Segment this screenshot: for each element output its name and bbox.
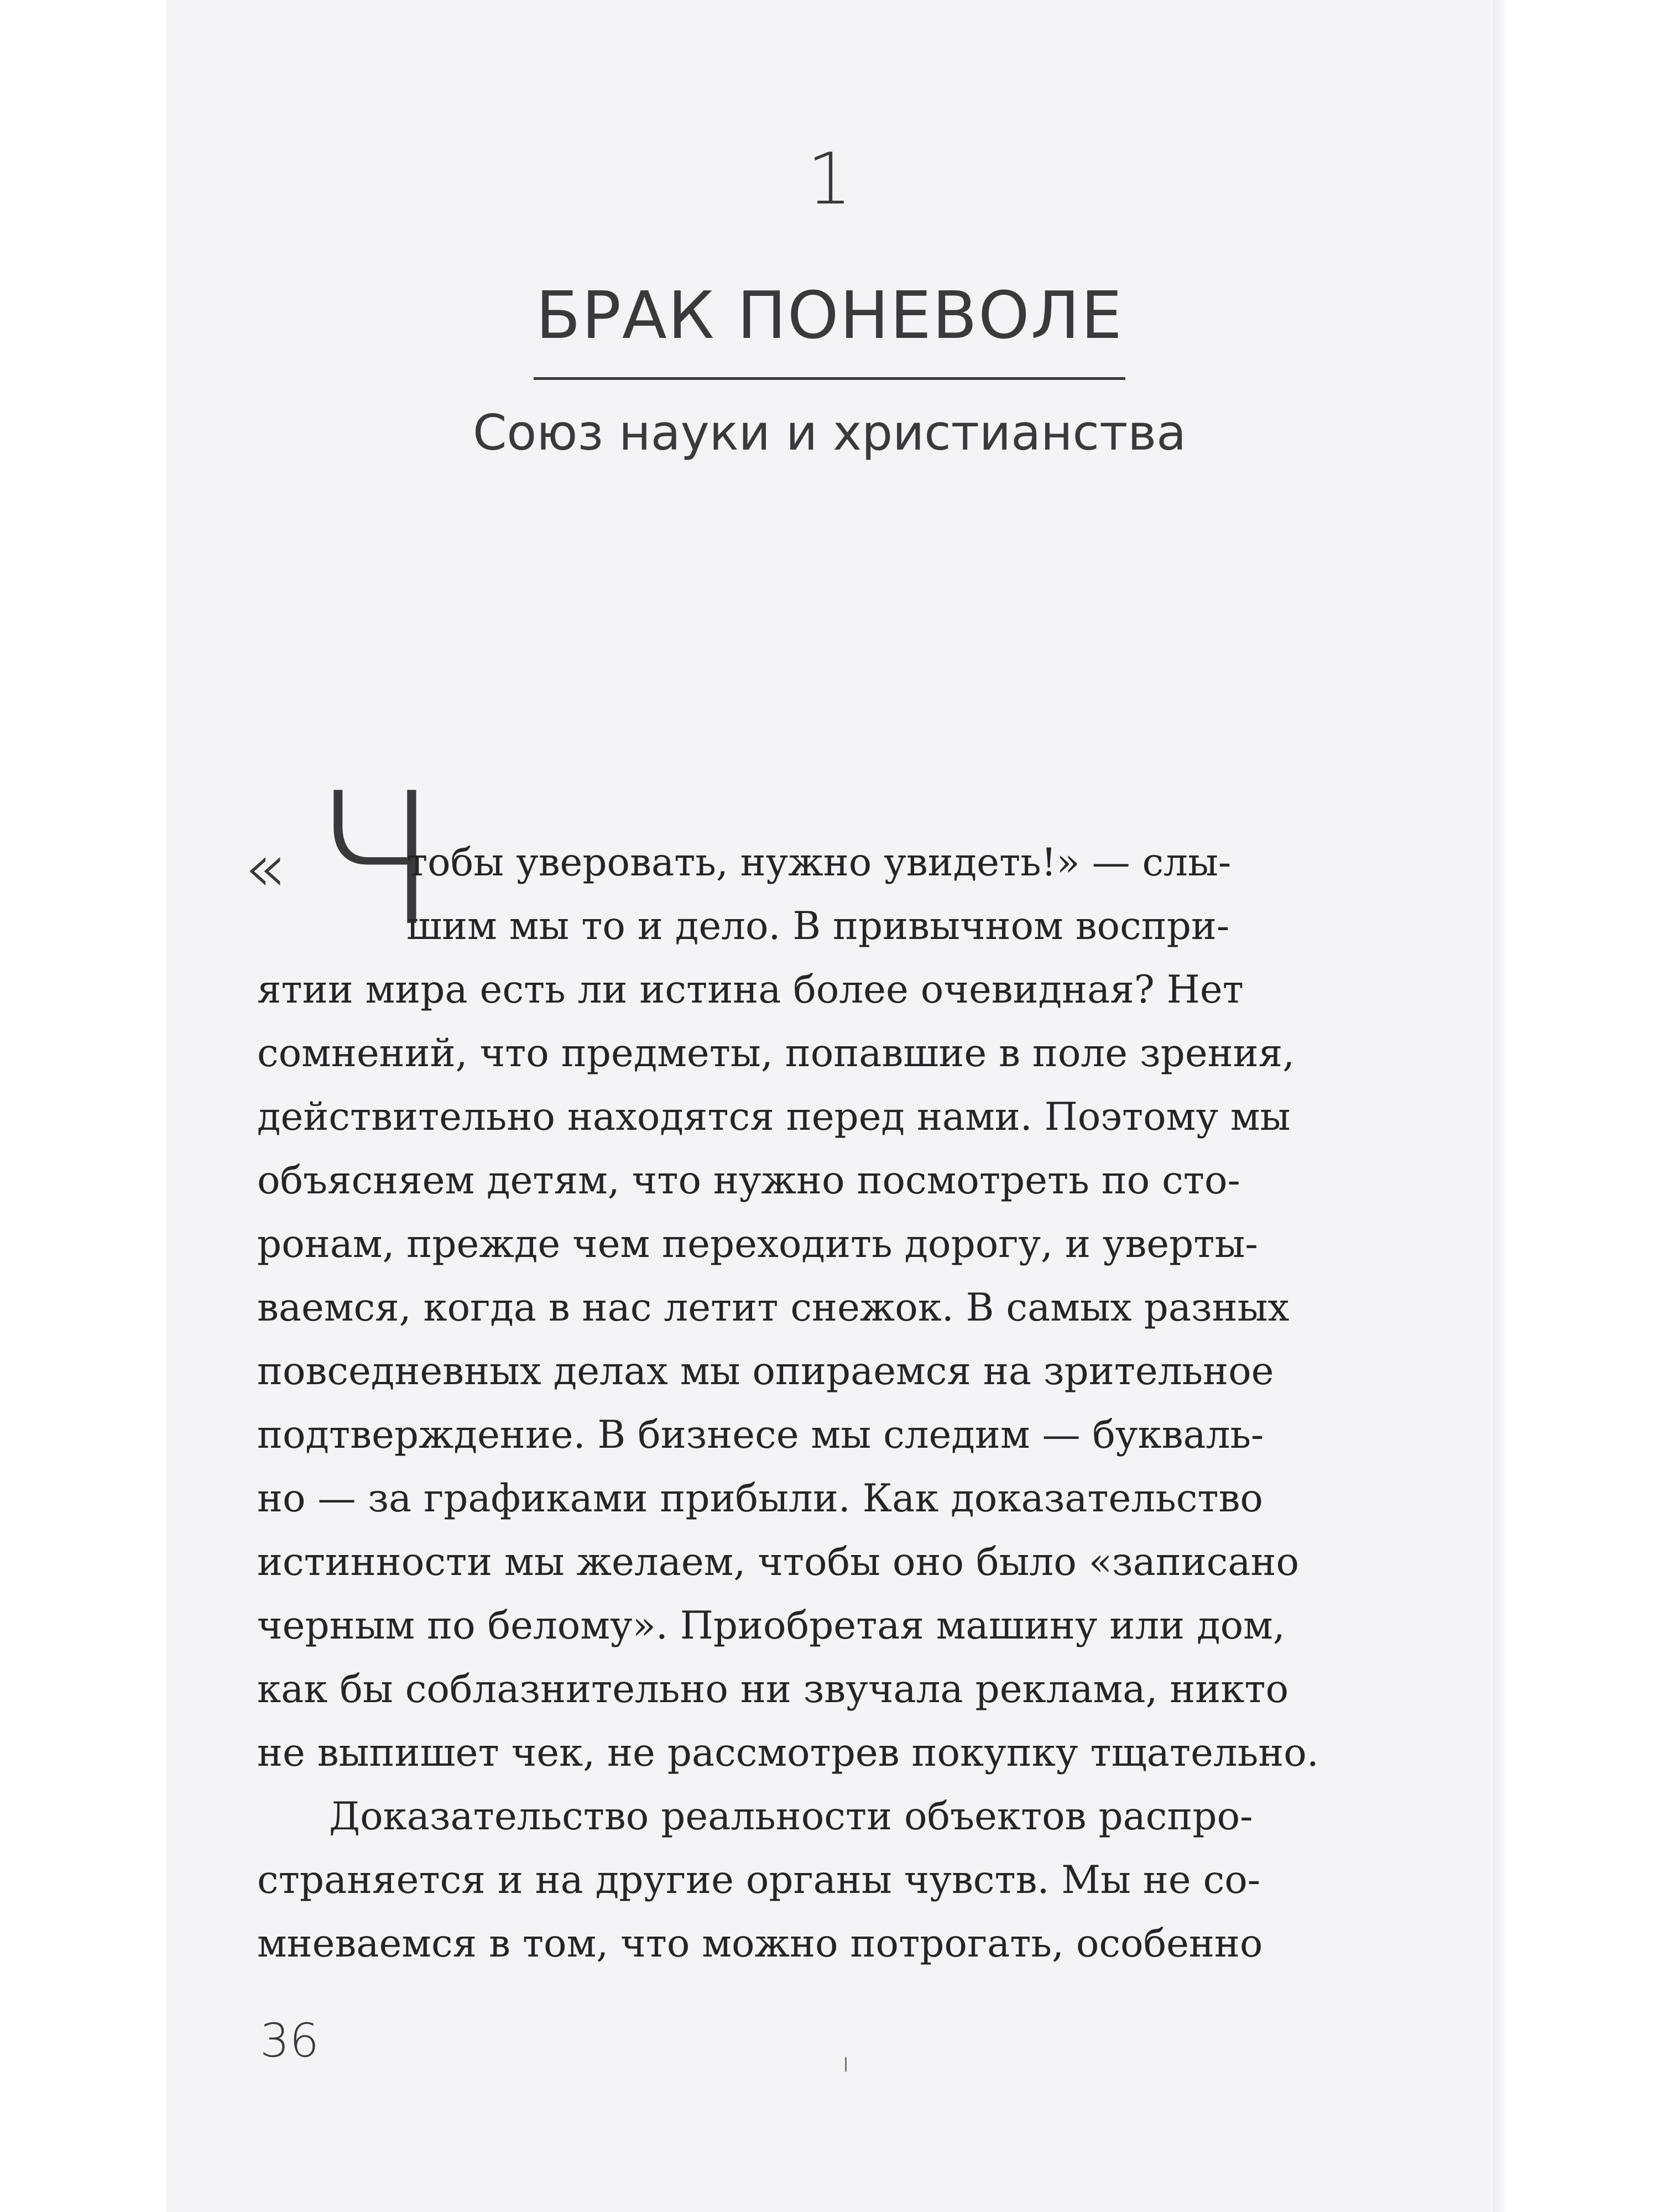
body-line: сомнений, что предметы, попавшие в поле зрения,: [257, 1031, 1295, 1076]
chapter-subtitle: Союз науки и христианства: [472, 404, 1186, 461]
body-line: не выпишет чек, не рассмотрев покупку тщательно.: [257, 1731, 1319, 1775]
chapter-number: 1: [807, 138, 852, 221]
paper-edge: [1493, 0, 1507, 2212]
body-line: как бы соблазнительно ни звучала реклама, никто: [257, 1667, 1289, 1712]
chapter-title: БРАК ПОНЕВОЛЕ: [535, 277, 1124, 353]
body-line: ятии мира есть ли истина более очевидная? Нет: [257, 968, 1244, 1012]
body-line: тобы уверовать, нужно увидеть!» — слы-: [406, 841, 1232, 885]
opening-quote-mark: «: [243, 828, 285, 908]
body-line: действительно находятся перед нами. Поэтому мы: [257, 1095, 1291, 1139]
title-divider: [534, 377, 1125, 380]
body-line: подтверждение. В бизнесе мы следим — букваль-: [257, 1413, 1264, 1457]
body-line: Доказательство реальности объектов распро-: [329, 1794, 1253, 1839]
print-mark: [845, 2057, 847, 2072]
page-number: 36: [260, 2013, 319, 2068]
body-line: ваемся, когда в нас летит снежок. В самых разных: [257, 1286, 1290, 1330]
drop-cap-letter: Ч: [312, 754, 438, 966]
body-line: но — за графиками прибыли. Как доказательство: [257, 1477, 1263, 1521]
body-line: шим мы то и дело. В привычном воспри-: [406, 904, 1230, 948]
body-line: страняется и на другие органы чувств. Мы не со-: [257, 1858, 1261, 1902]
body-line: повседневных делах мы опираемся на зрительное: [257, 1349, 1274, 1394]
body-line: мневаемся в том, что можно потрогать, особенно: [257, 1922, 1263, 1966]
body-line: черным по белому». Приобретая машину или дом,: [257, 1604, 1285, 1648]
body-line: объясняем детям, что нужно посмотреть по сто-: [257, 1159, 1240, 1203]
body-line: ронам, прежде чем переходить дорогу, и уверты-: [257, 1222, 1258, 1266]
body-line: истинности мы желаем, чтобы оно было «записано: [257, 1540, 1299, 1584]
